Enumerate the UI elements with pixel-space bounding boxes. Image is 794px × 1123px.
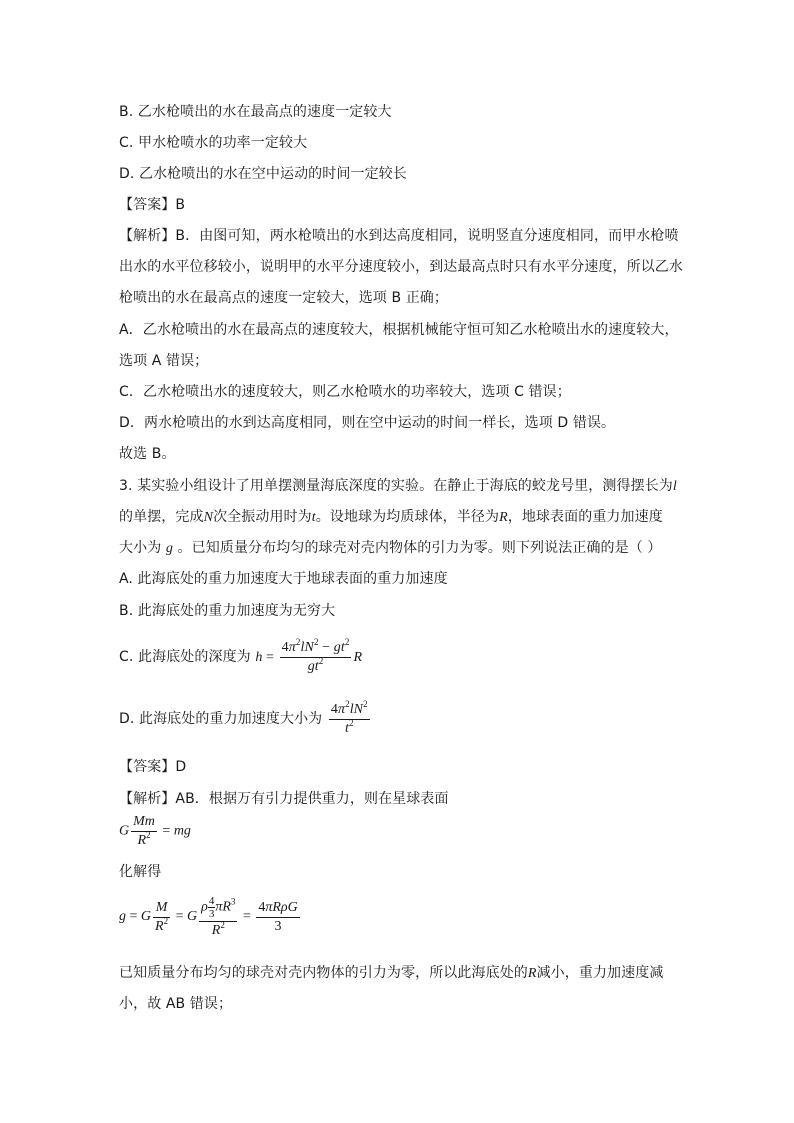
- q2-answer: 【答案】B: [119, 197, 186, 213]
- gravitation-equation: G $\frac{Mm}{R^2}$ = mg: [119, 814, 191, 848]
- depth-fraction: $\frac{4\pi^2lN^2 - gt^2}{gt^2}$: [281, 636, 350, 674]
- q2-explanation-line: D．两水枪喷出的水到达高度相同，则在空中运动的时间一样长，选项 D 错误。: [119, 415, 616, 431]
- q3-simplify-label: 化解得: [119, 864, 162, 880]
- q3-explanation-line: 小，故 AB 错误；: [119, 996, 233, 1012]
- q2-explanation-line: 选项 A 错误；: [119, 353, 209, 369]
- q3-stem-line-2: 的单摆，完成N次全振动用时为t。设地球为均质球体，半径为R，地球表面的重力加速度: [119, 509, 663, 525]
- q3-explanation-line: 【解析】AB．根据万有引力提供重力，则在星球表面: [119, 791, 449, 807]
- depth-formula: h: [255, 650, 263, 665]
- q3-stem-line-3: 大小为 g 。已知质量分布均匀的球壳对壳内物体的引力为零。则下列说法正确的是（ ）: [119, 540, 662, 556]
- q3-option-c: C. 此海底处的深度为 h = $\frac{4\pi^2lN^2 - gt^2}{gt^2}$ R: [119, 636, 363, 674]
- q3-answer: 【答案】D: [119, 759, 187, 775]
- q2-explanation-line: 枪喷出的水在最高点的速度一定较大，选项 B 正确；: [119, 290, 449, 306]
- q2-explanation-line: A．乙水枪喷出的水在最高点的速度较大，根据机械能守恒可知乙水枪喷出水的速度较大，: [119, 322, 679, 338]
- q2-option-c: C. 甲水枪喷水的功率一定较大: [119, 135, 308, 151]
- q2-explanation-line: 出水的水平位移较小，说明甲的水平分速度较小，到达最高点时只有水平分速度，所以乙水: [119, 259, 683, 275]
- q3-explanation-line: 已知质量分布均匀的球壳对壳内物体的引力为零，所以此海底处的R减小，重力加速度减: [119, 965, 664, 981]
- q3-option-b: B. 此海底处的重力加速度为无穷大: [119, 603, 336, 619]
- q2-option-d: D. 乙水枪喷出的水在空中运动的时间一定较长: [119, 166, 407, 182]
- q3-option-a: A. 此海底处的重力加速度大于地球表面的重力加速度: [119, 571, 448, 587]
- q2-explanation-line: 【解析】B．由图可知，两水枪喷出的水到达高度相同，说明竖直分速度相同，而甲水枪喷: [119, 228, 679, 244]
- q3-stem-line-1: 3. 某实验小组设计了用单摆测量海底深度的实验。在静止于海底的蛟龙号里，测得摆长为l: [119, 478, 677, 494]
- q2-option-b: B. 乙水枪喷出的水在最高点的速度一定较大: [119, 104, 392, 120]
- q3-option-d: D. 此海底处的重力加速度大小为 $\frac{4\pi^2lN^2}{t^2}$: [119, 698, 368, 736]
- gravity-fraction: $\frac{4\pi^2lN^2}{t^2}$: [330, 698, 368, 736]
- g-derivation-equation: g = G $\frac{M}{R^2}$ = G ρ $\frac{4}{3}$ $\pi R^3$ $R^2$ = $\frac{\text{4πRρG}}{3}$: [119, 895, 298, 938]
- q2-conclusion: 故选 B。: [119, 446, 176, 462]
- q2-explanation-line: C．乙水枪喷出水的速度较大，则乙水枪喷水的功率较大，选项 C 错误；: [119, 384, 571, 400]
